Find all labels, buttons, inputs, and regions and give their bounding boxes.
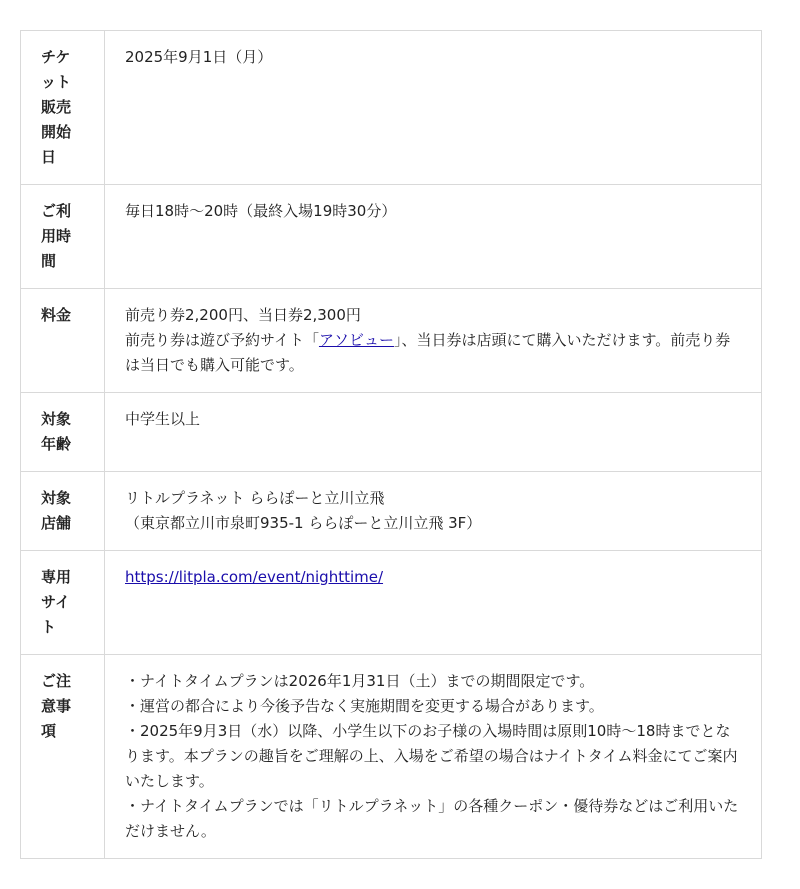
label-cell [21,31,105,185]
sale-start-label: チケット販売開始日 [41,48,72,166]
site-label: 専用サイト [41,568,72,636]
label-cell [21,393,105,472]
row-store [21,472,762,551]
label-cell [21,289,105,393]
asoview-link[interactable]: アソビュー [318,331,394,349]
note-item: ・運営の都合により今後予告なく実施期間を変更する場合があります。 [125,697,604,715]
age-label: 対象年齢 [41,410,72,453]
sale-start-value: 2025年9月1日（月） [125,48,273,66]
row-age [21,393,762,472]
row-notes [21,655,762,859]
store-address: （東京都立川市泉町935-1 ららぽーと立川立飛 3F） [125,514,482,532]
value-cell [105,655,762,859]
fee-purchase-prefix: 前売り券は遊び予約サイト「 [125,331,319,349]
age-value: 中学生以上 [125,410,201,428]
note-item: ・ナイトタイムプランでは「リトルプラネット」の各種クーポン・優待券などはご利用いただけません。 [125,797,739,840]
fee-purchase-suffix: 」、当日券は店頭にて購入いただけます。前売り券は当日でも購入可能です。 [125,331,731,374]
fee-purchase-text [125,328,741,378]
value-cell [105,289,762,393]
hours-label: ご利用時間 [41,202,72,270]
note-item: ・ナイトタイムプランは2026年1月31日（土）までの期間限定です。 [125,672,595,690]
row-fee [21,289,762,393]
value-cell [105,551,762,655]
value-cell [105,472,762,551]
info-table [20,30,762,859]
fee-price-text: 前売り券2,200円、当日券2,300円 [125,306,361,324]
row-site [21,551,762,655]
label-cell [21,655,105,859]
site-url-link[interactable]: https://litpla.com/event/nighttime/ [125,568,384,586]
note-item: ・2025年9月3日（水）以降、小学生以下のお子様の入場時間は原則10時～18時までとなります。本プランの趣旨をご理解の上、入場をご希望の場合はナイトタイム料金にてご案内いたします。 [125,722,738,790]
label-cell [21,185,105,289]
row-hours [21,185,762,289]
row-sale-start [21,31,762,185]
label-cell [21,472,105,551]
store-label: 対象店舗 [41,489,72,532]
value-cell [105,31,762,185]
fee-label: 料金 [41,306,72,324]
value-cell [105,185,762,289]
notes-label: ご注意事項 [41,672,72,740]
store-name: リトルプラネット ららぽーと立川立飛 [125,489,385,507]
hours-value: 毎日18時～20時（最終入場19時30分） [125,202,397,220]
value-cell [105,393,762,472]
label-cell [21,551,105,655]
